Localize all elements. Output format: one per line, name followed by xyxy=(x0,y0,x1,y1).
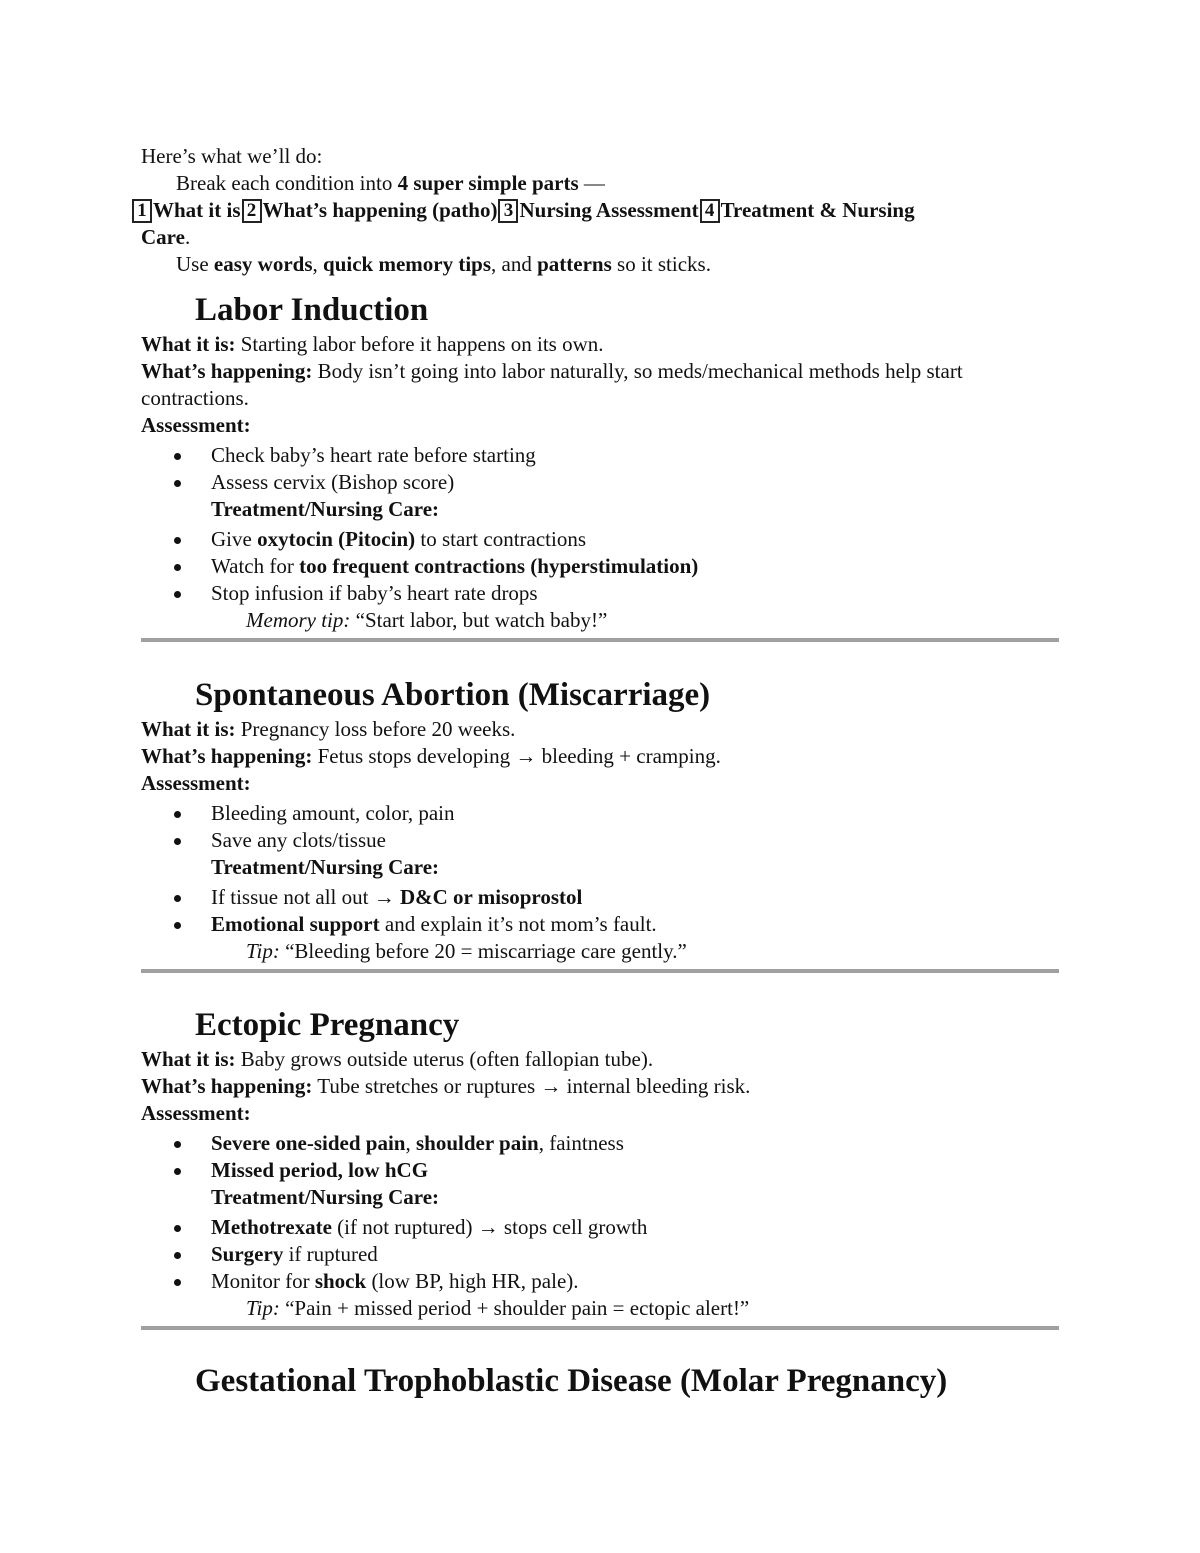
assessment-heading: Assessment: xyxy=(141,413,251,437)
list-item: Give oxytocin (Pitocin) to start contractions xyxy=(141,526,1059,553)
list-item: Save any clots/tissue xyxy=(141,827,1059,854)
bullet-icon xyxy=(174,453,181,460)
section-title: Ectopic Pregnancy xyxy=(195,1007,460,1043)
list-item: Watch for too frequent contractions (hyperstimulation) xyxy=(141,553,1059,580)
bullet-icon xyxy=(174,1252,181,1259)
bullet-icon xyxy=(174,591,181,598)
section-spontaneous-abortion xyxy=(141,670,1059,973)
bullet-icon xyxy=(174,564,181,571)
bullet-icon xyxy=(174,895,181,902)
section-molar-pregnancy xyxy=(141,1356,1059,1402)
list-item: Check baby’s heart rate before starting xyxy=(141,442,1059,469)
list-item: Surgery if ruptured xyxy=(141,1241,1059,1268)
intro-parts-wrap: Care. xyxy=(141,225,191,249)
what-it-is: What it is: Starting labor before it happens on its own. xyxy=(141,332,604,356)
whats-happening: What’s happening: Fetus stops developing → bleeding + cramping. xyxy=(141,744,721,768)
section-divider xyxy=(141,638,1059,642)
list-item: If tissue not all out → D&C or misoprostol xyxy=(141,884,1059,911)
list-item: Severe one-sided pain, shoulder pain, faintness xyxy=(141,1130,1059,1157)
bullet-icon xyxy=(174,838,181,845)
treatment-list xyxy=(141,1214,1059,1295)
intro-line-4: Use easy words, quick memory tips, and patterns so it sticks. xyxy=(176,252,711,276)
list-item: Missed period, low hCG xyxy=(141,1157,1059,1184)
treatment-list xyxy=(141,884,1059,938)
treatment-heading: Treatment/Nursing Care: xyxy=(211,1185,440,1209)
treatment-heading: Treatment/Nursing Care: xyxy=(211,855,440,879)
whats-happening: What’s happening: Tube stretches or ruptures → internal bleeding risk. xyxy=(141,1074,751,1098)
treatment-list xyxy=(141,526,1059,607)
whats-happening: What’s happening: Body isn’t going into labor naturally, so meds/mechanical methods help start contractions. xyxy=(141,359,963,410)
bullet-icon xyxy=(174,537,181,544)
assessment-list xyxy=(141,442,1059,496)
bullet-icon xyxy=(174,922,181,929)
treatment-heading: Treatment/Nursing Care: xyxy=(211,497,440,521)
bullet-icon xyxy=(174,1168,181,1175)
list-item: Monitor for shock (low BP, high HR, pale). xyxy=(141,1268,1059,1295)
list-item: Methotrexate (if not ruptured) → stops cell growth xyxy=(141,1214,1059,1241)
number-2-icon: 2 xyxy=(242,199,262,223)
section-labor-induction xyxy=(141,285,1059,642)
bullet-icon xyxy=(174,480,181,487)
assessment-list xyxy=(141,800,1059,854)
list-item: Bleeding amount, color, pain xyxy=(141,800,1059,827)
what-it-is: What it is: Pregnancy loss before 20 weeks. xyxy=(141,717,516,741)
list-item: Emotional support and explain it’s not mom’s fault. xyxy=(141,911,1059,938)
section-title: Spontaneous Abortion (Miscarriage) xyxy=(195,677,711,713)
list-item: Assess cervix (Bishop score) xyxy=(141,469,1059,496)
section-ectopic-pregnancy xyxy=(141,1000,1059,1330)
assessment-heading: Assessment: xyxy=(141,771,251,795)
bullet-icon xyxy=(174,1141,181,1148)
intro-line-2: Break each condition into 4 super simple parts — xyxy=(176,171,605,195)
document-page xyxy=(137,143,1059,1399)
memory-tip: Tip: “Pain + missed period + shoulder pain = ectopic alert!” xyxy=(246,1296,750,1320)
bullet-icon xyxy=(174,1279,181,1286)
what-it-is: What it is: Baby grows outside uterus (often fallopian tube). xyxy=(141,1047,654,1071)
number-1-icon: 1 xyxy=(132,199,152,223)
section-divider xyxy=(141,969,1059,973)
list-item: Stop infusion if baby’s heart rate drops xyxy=(141,580,1059,607)
assessment-list xyxy=(141,1130,1059,1184)
memory-tip: Tip: “Bleeding before 20 = miscarriage care gently.” xyxy=(246,939,687,963)
bullet-icon xyxy=(174,1225,181,1232)
assessment-heading: Assessment: xyxy=(141,1101,251,1125)
section-title: Labor Induction xyxy=(195,292,429,328)
section-title: Gestational Trophoblastic Disease (Molar Pregnancy) xyxy=(195,1363,948,1399)
number-4-icon: 4 xyxy=(700,199,720,223)
bullet-icon xyxy=(174,811,181,818)
intro-line-1: Here’s what we’ll do: xyxy=(141,144,323,168)
section-divider xyxy=(141,1326,1059,1330)
memory-tip: Memory tip: “Start labor, but watch baby!” xyxy=(246,608,608,632)
number-3-icon: 3 xyxy=(498,199,518,223)
intro-parts-list: 1 What it is 2 What’s happening (patho) 3 Nursing Assessment 4 Treatment & Nursing xyxy=(131,197,1059,224)
